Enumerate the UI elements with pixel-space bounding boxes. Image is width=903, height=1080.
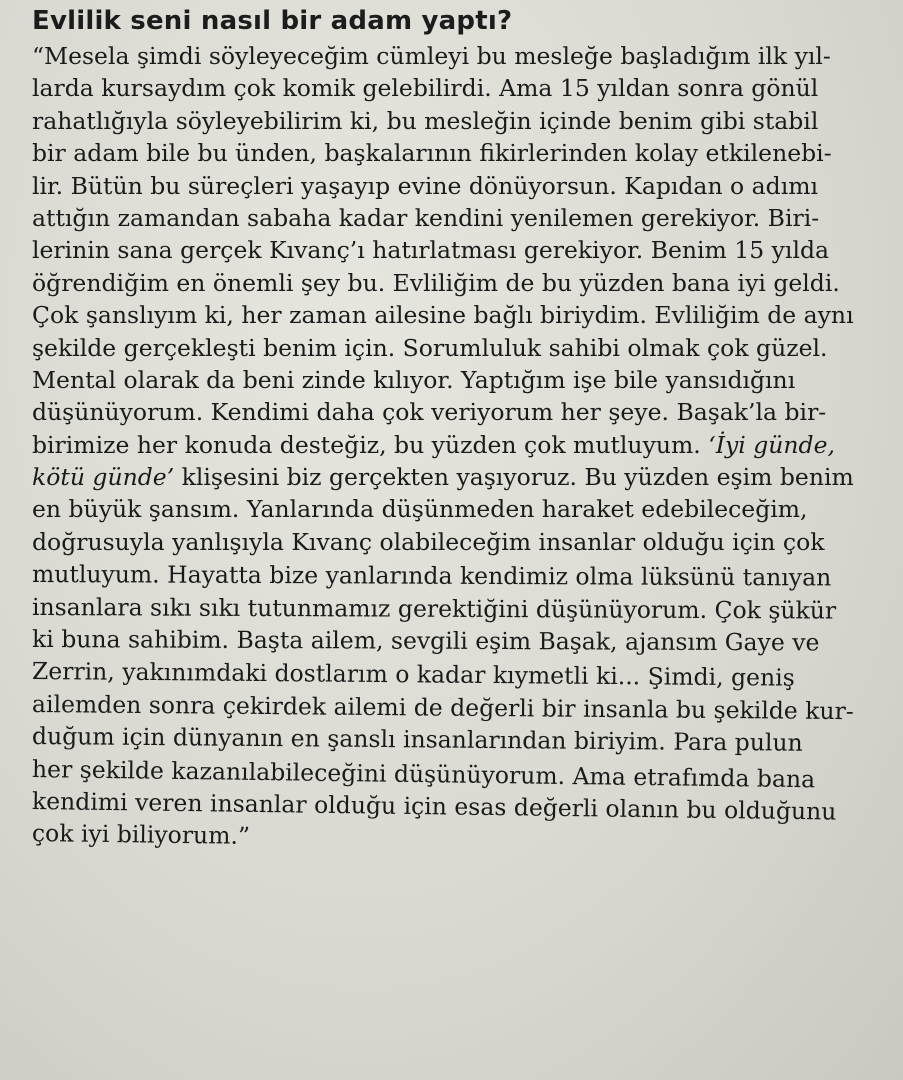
text-line: çok iyi biliyorum.” <box>31 819 251 851</box>
text-line: Mental olarak da beni zinde kılıyor. Yaptığım işe bile yansıdığını <box>32 365 796 394</box>
italic-phrase: kötü günde’ <box>32 463 175 492</box>
text-line: lir. Bütün bu süreçleri yaşayıp evine dönüyorsun. Kapıdan o adımı <box>32 171 819 200</box>
text-line: şekilde gerçekleşti benim için. Sorumluluk sahibi olmak çok güzel. <box>32 333 828 362</box>
text-line: düşünüyorum. Kendimi daha çok veriyorum her şeye. Başak’la bir- <box>32 398 827 427</box>
text-line: kendimi veren insanlar olduğu için esas değerli olanın bu olduğunu <box>31 786 837 826</box>
text-line: rahatlığıyla söyleyebilirim ki, bu mesleğin içinde benim gibi stabil <box>32 106 819 135</box>
text-line: ailemden sonra çekirdek ailemi de değerli bir insanla bu şekilde kur- <box>31 689 854 725</box>
text-line: ki buna sahibim. Başta ailem, sevgili eşim Başak, ajansım Gaye ve <box>31 625 820 657</box>
text-line: lerinin sana gerçek Kıvanç’ı hatırlatması gerekiyor. Benim 15 yılda <box>32 236 830 265</box>
text-line: her şekilde kazanılabileceğini düşünüyorum. Ama etrafımda bana <box>31 754 816 793</box>
text-line-with-italic <box>32 429 892 461</box>
text-line: mutluyum. Hayatta bize yanlarında kendimiz olma lüksünü tanıyan <box>31 560 832 592</box>
text-line: bir adam bile bu ünden, başkalarının fikirlerinden kolay etkilenebi- <box>32 139 832 168</box>
text-line: öğrendiğim en önemli şey bu. Evliliğim de bu yüzden bana iyi geldi. <box>32 268 840 297</box>
interview-question-heading: Evlilik seni nasıl bir adam yaptı? <box>32 6 513 36</box>
text-line: attığın zamandan sabaha kadar kendini yenilemen gerekiyor. Biri- <box>32 203 820 232</box>
text-line: insanlara sıkı sıkı tutunmamız gerektiğini düşünüyorum. Çok şükür <box>31 592 837 625</box>
text-line: Zerrin, yakınımdaki dostlarım o kadar kıymetli ki... Şimdi, geniş <box>31 657 795 693</box>
text-line-with-italic <box>32 461 892 493</box>
interview-answer-text <box>32 40 892 850</box>
text-line: doğrusuyla yanlışıyla Kıvanç olabileceğim insanlar olduğu için çok <box>32 527 825 556</box>
text-segment: klişesini biz gerçekten yaşıyoruz. Bu yüzden eşim benim <box>181 463 854 492</box>
text-line: duğum için dünyanın en şanslı insanlarından biriyim. Para pulun <box>31 722 803 757</box>
text-line: larda kursaydım çok komik gelebilirdi. Ama 15 yıldan sonra gönül <box>32 74 819 103</box>
text-segment: birimize her konuda desteğiz, bu yüzden çok mutluyum. <box>32 430 701 459</box>
text-line: “Mesela şimdi söyleyeceğim cümleyi bu mesleğe başladığım ilk yıl- <box>32 42 831 70</box>
text-line: Çok şanslıyım ki, her zaman ailesine bağlı biriydim. Evliliğim de aynı <box>32 301 854 330</box>
italic-phrase: ‘İyi günde, <box>708 430 835 459</box>
text-line: en büyük şansım. Yanlarında düşünmeden haraket edebileceğim, <box>32 495 808 524</box>
